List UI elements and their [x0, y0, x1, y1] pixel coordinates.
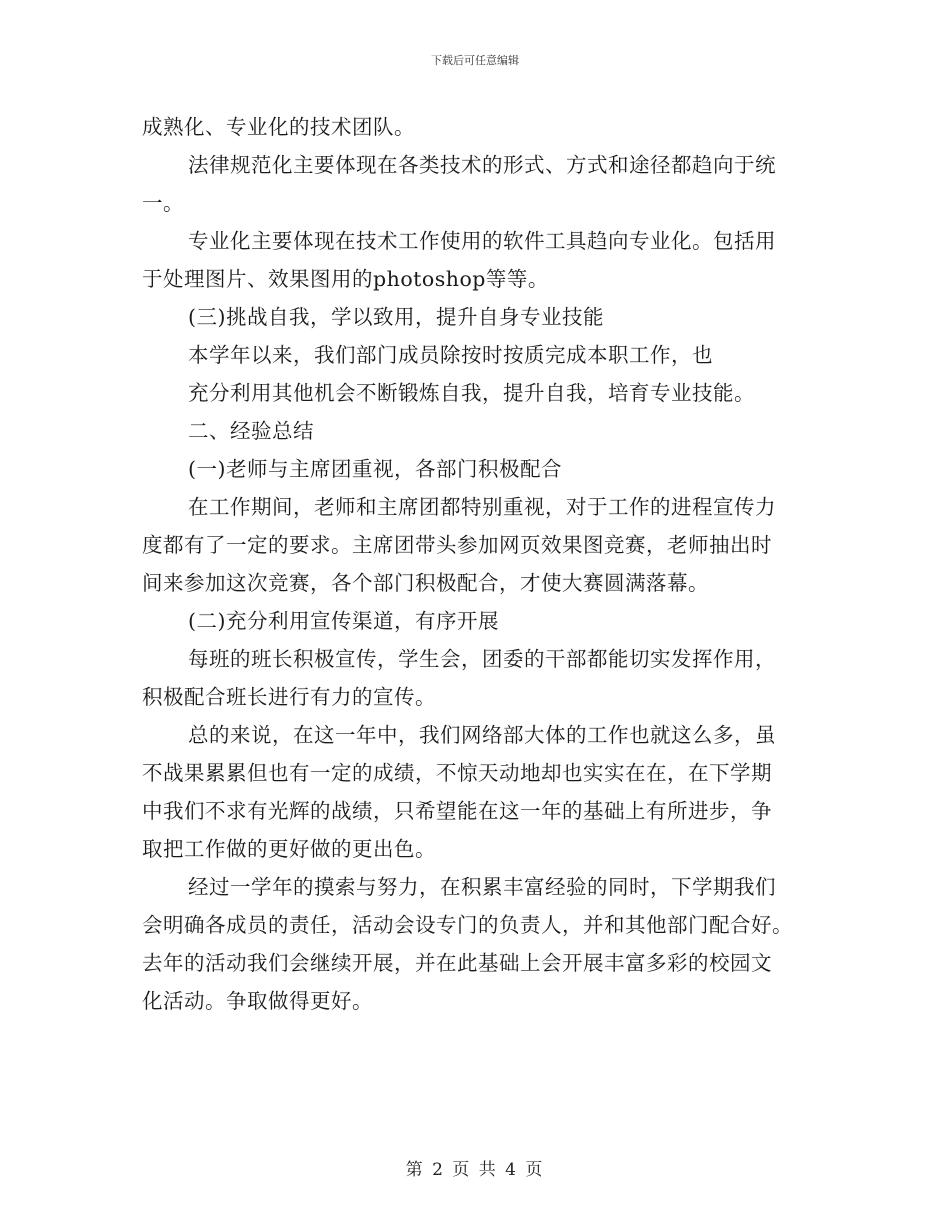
section-heading: 二、经验总结: [188, 419, 314, 443]
section-heading: (二)充分利用宣传渠道，有序开展: [188, 609, 499, 633]
paragraph-line: 经过一学年的摸索与努力，在积累丰富经验的同时，下学期我们: [188, 875, 776, 899]
text-line: 中我们不求有光辉的战绩，只希望能在这一年的基础上有所进步，争: [142, 799, 772, 823]
document-body: [142, 108, 812, 1020]
paragraph-line: 本学年以来，我们部门成员除按时按质完成本职工作，也: [188, 343, 713, 367]
page-number: 第 2 页 共 4 页: [405, 1160, 545, 1180]
text-line: 积极配合班长进行有力的宣传。: [142, 685, 436, 709]
paragraph-line: 专业化主要体现在技术工作使用的软件工具趋向专业化。包括用: [188, 229, 776, 253]
paragraph-line: 法律规范化主要体现在各类技术的形式、方式和途径都趋向于统: [188, 153, 776, 177]
text-line: 间来参加这次竞赛，各个部门积极配合，才使大赛圆满落幕。: [142, 571, 709, 595]
section-heading: (三)挑战自我，学以致用，提升自身专业技能: [188, 305, 604, 329]
paragraph-line: 在工作期间，老师和主席团都特别重视，对于工作的进程宣传力: [188, 495, 776, 519]
text-line: 一。: [142, 191, 184, 215]
text-line: 去年的活动我们会继续开展，并在此基础上会开展丰富多彩的校园文: [142, 951, 772, 975]
paragraph-line: 充分利用其他机会不断锻炼自我，提升自我，培育专业技能。: [188, 381, 755, 405]
text-line: 会明确各成员的责任，活动会设专门的负责人，并和其他部门配合好。: [142, 913, 793, 937]
text-line: 化活动。争取做得更好。: [142, 989, 373, 1013]
section-heading: (一)老师与主席团重视，各部门积极配合: [188, 457, 562, 481]
paragraph-line: 总的来说，在这一年中，我们网络部大体的工作也就这么多，虽: [188, 723, 776, 747]
text-line: 度都有了一定的要求。主席团带头参加网页效果图竞赛，老师抽出时: [142, 533, 772, 557]
text-line: 于处理图片、效果图用的photoshop等等。: [142, 267, 549, 291]
text-line: 成熟化、专业化的技术团队。: [142, 115, 415, 139]
text-line: 取把工作做的更好做的更出色。: [142, 837, 436, 861]
page-header: 下载后可任意编辑: [431, 54, 519, 67]
text-line: 不战果累累但也有一定的成绩，不惊天动地却也实实在在，在下学期: [142, 761, 772, 785]
paragraph-line: 每班的班长积极宣传，学生会，团委的干部都能切实发挥作用，: [188, 647, 776, 671]
